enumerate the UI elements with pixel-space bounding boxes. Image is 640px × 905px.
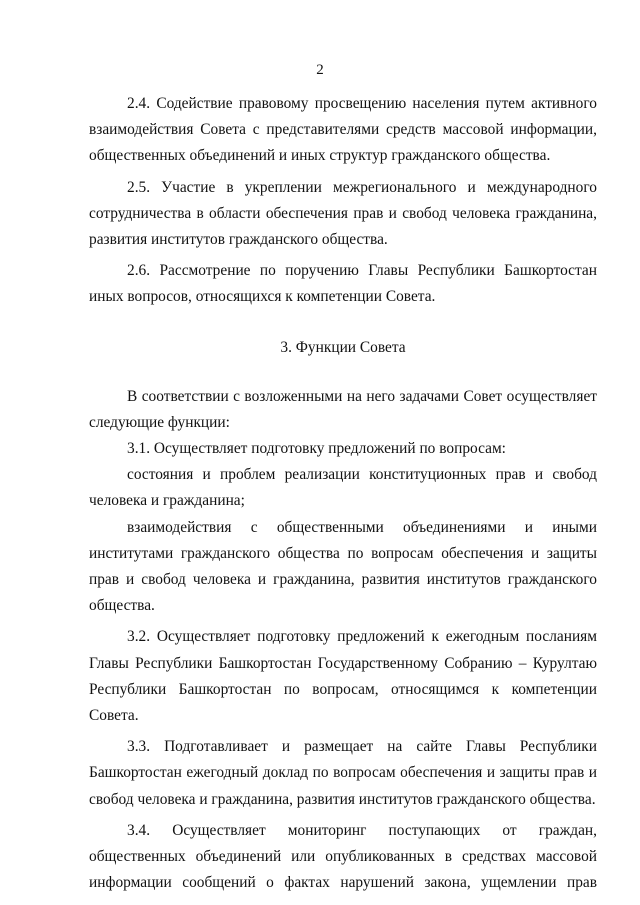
- paragraph-2-6: 2.6. Рассмотрение по поручению Главы Республики Башкортостан иных вопросов, относящихся к компетенции Совета.: [89, 262, 597, 306]
- paragraph-3-1-item-2: взаимодействия с общественными объединениями и иными институтами гражданского общества по вопросам обеспечения и защиты прав и свобод человека и гражданина, развития институтов гражданского общества.: [89, 518, 597, 615]
- paragraph-3-1-item-1: состояния и проблем реализации конституционных прав и свобод человека и гражданина;: [89, 466, 597, 510]
- paragraph-3-2: 3.2. Осуществляет подготовку предложений к ежегодным посланиям Главы Республики Башкортостан Государственному Собранию – Курултаю Республики Башкортостан по вопросам, относящимся к компетенции Совета.: [89, 628, 597, 725]
- paragraph-intro: В соответствии с возложенными на него задачами Совет осуществляет следующие функции:: [89, 387, 597, 431]
- page-number: 2: [316, 62, 324, 78]
- paragraph-2-4: 2.4. Содействие правовому просвещению населения путем активного взаимодействия Совета с представителями средств массовой информации, общественных объединений и иных структур гражданского общества.: [89, 95, 597, 165]
- document-body: [89, 91, 597, 896]
- paragraph-3-1: 3.1. Осуществляет подготовку предложений по вопросам:: [127, 440, 506, 458]
- paragraph-3-4: 3.4. Осуществляет мониторинг поступающих от граждан, общественных объединений или опубликованных в средствах массовой информации сообщений о фактах нарушений закона, ущемлении прав: [89, 821, 597, 892]
- paragraph-3-3: 3.3. Подготавливает и размещает на сайте Главы Республики Башкортостан ежегодный доклад по вопросам обеспечения и защиты прав и свобод человека и гражданина, развития институтов гражданского общества.: [89, 738, 597, 808]
- section-heading: 3. Функции Совета: [280, 338, 406, 356]
- paragraph-2-5: 2.5. Участие в укреплении межрегионального и международного сотрудничества в области обеспечения прав и свобод человека гражданина, развития институтов гражданского общества.: [89, 178, 597, 249]
